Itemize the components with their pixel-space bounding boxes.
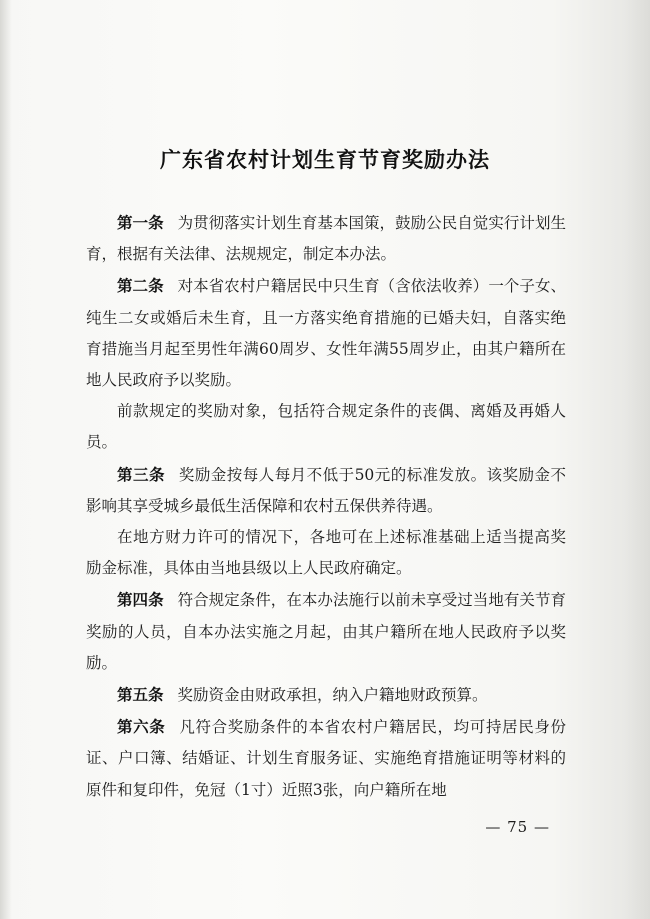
article-text: 符合规定条件，在本办法施行以前未享受过当地有关节育奖励的人员，自本办法实施之月起，由其户籍所在地人民政府予以奖励。 [86, 591, 566, 672]
article-label: 第一条 [117, 213, 164, 232]
article-label: 第六条 [117, 717, 166, 737]
page-number: — 75 — [485, 818, 550, 836]
article-4 [86, 584, 566, 679]
article-text: 奖励金按每人每月不低于50元的标准发放。该奖励金不影响其享受城乡最低生活保障和农村五保供养待遇。 [86, 465, 566, 515]
article-1 [86, 207, 566, 270]
article-text: 为贯彻落实计划生育基本国策，鼓励公民自觉实行计划生育，根据有关法律、法规规定，制定本办法。 [86, 214, 566, 264]
article-3-supplement [86, 522, 566, 584]
document-body [86, 207, 566, 806]
paragraph-text: 在地方财力许可的情况下，各地可在上述标准基础上适当提高奖励金标准，具体由当地县级以上人民政府确定。 [86, 528, 566, 578]
page-binding-edge [0, 0, 12, 919]
article-2 [86, 270, 566, 396]
article-5 [86, 679, 566, 711]
article-label: 第三条 [117, 464, 165, 484]
article-text: 对本省农村户籍居民中只生育（含依法收养）一个子女、纯生二女或婚后未生育，且一方落实绝育措施的已婚夫妇，自落实绝育措施当月起至男性年满60周岁、女性年满55周岁止，由其户籍所在地人民政府予以奖励。 [86, 277, 566, 390]
article-label: 第五条 [117, 685, 164, 705]
article-3 [86, 459, 566, 522]
document-title: 广东省农村计划生育节育奖励办法 [160, 147, 490, 172]
article-label: 第二条 [117, 276, 164, 296]
article-text: 奖励资金由财政承担，纳入户籍地财政预算。 [177, 686, 488, 705]
paragraph-text: 前款规定的奖励对象，包括符合规定条件的丧偶、离婚及再婚人员。 [86, 402, 566, 452]
article-label: 第四条 [117, 590, 164, 610]
article-2-supplement [86, 396, 566, 458]
article-text: 凡符合奖励条件的本省农村户籍居民，均可持居民身份证、户口簿、结婚证、计划生育服务证、实施绝育措施证明等材料的原件和复印件，免冠（1寸）近照3张，向户籍所在地 [86, 718, 566, 799]
article-6 [86, 711, 566, 806]
